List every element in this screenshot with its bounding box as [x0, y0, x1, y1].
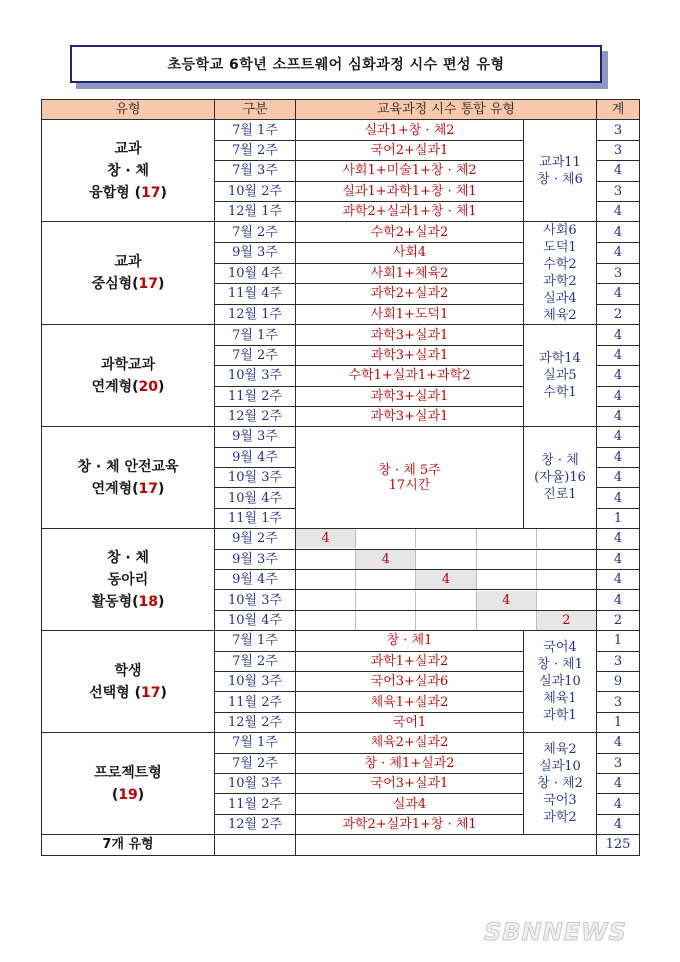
count-cell: 3: [597, 651, 640, 671]
club-subcell: [356, 570, 416, 589]
summary-line: 체육1: [543, 691, 577, 707]
club-subcell: [416, 591, 476, 610]
club-subcell: [477, 611, 537, 630]
club-subcell: [537, 529, 596, 548]
type-name-label: (: [111, 786, 119, 803]
count-cell: 4: [597, 447, 640, 467]
club-grid-row: [296, 550, 596, 569]
week-cell: 11월 2주: [215, 692, 296, 712]
count-cell: 1: [597, 631, 640, 651]
club-grid-row: [296, 611, 596, 630]
count-cell: 1: [597, 508, 640, 528]
plan-cell: 과학1+실과2: [296, 651, 524, 671]
week-cell: 9월 2주: [215, 529, 296, 549]
summary-line: 창 · 체: [541, 453, 579, 469]
week-cell: 7월 1주: [215, 325, 296, 345]
summary-cell: [524, 120, 597, 222]
count-cell: 4: [597, 406, 640, 426]
plan-cell: 과학2+실과1+창 · 체1: [296, 814, 524, 834]
summary-line: 실과5: [543, 368, 577, 384]
count-cell: 2: [597, 610, 640, 630]
summary-line: 과학14: [539, 351, 581, 367]
type-name-line: 창 · 체 안전교육: [77, 458, 179, 475]
summary-line: 창 · 체2: [537, 776, 583, 792]
count-cell: 4: [597, 345, 640, 365]
footer-label: 7개 유형: [42, 835, 215, 855]
count-cell: 4: [597, 284, 640, 305]
type-cell: [42, 529, 215, 631]
summary-line: 국어3: [543, 793, 577, 809]
type-cell: [42, 631, 215, 733]
count-cell: 4: [597, 814, 640, 834]
type-name-close: ): [158, 378, 165, 395]
type-name-close: ): [158, 480, 165, 497]
type-name-line: 교과: [114, 140, 142, 157]
type-hours: 17: [138, 276, 159, 293]
type-name-label: 선택형 (: [89, 684, 141, 701]
type-cell: [42, 427, 215, 529]
week-cell: 10월 4주: [215, 610, 296, 630]
club-subcell: 4: [296, 529, 356, 548]
week-cell: 9월 3주: [215, 242, 296, 263]
type-hours: 17: [140, 184, 161, 201]
club-subcell: 4: [356, 550, 416, 569]
club-subcell: [296, 591, 356, 610]
header-count: 계: [597, 100, 640, 120]
count-cell: 4: [597, 488, 640, 508]
summary-line: 수학2: [543, 257, 577, 273]
plan-cell: 실과1+과학1+창 · 체1: [296, 181, 524, 201]
summary-line: 체육2: [543, 742, 577, 758]
plan-cell: 과학3+실과1: [296, 345, 524, 365]
week-cell: 9월 3주: [215, 549, 296, 569]
type-name-last: [42, 273, 214, 295]
club-subcell: 4: [416, 570, 476, 589]
type-hours: 19: [118, 786, 138, 803]
table-body: [42, 120, 640, 835]
type-name-label: 연계형(: [91, 378, 139, 395]
plan-cell: 과학2+실과2: [296, 284, 524, 305]
type-name-label: 융합형 (: [89, 184, 141, 201]
club-subcell: [356, 611, 416, 630]
type-name-close: ): [160, 684, 167, 701]
week-cell: 7월 2주: [215, 753, 296, 773]
table-row: [42, 733, 640, 753]
type-cell: [42, 325, 215, 427]
count-cell: 3: [597, 263, 640, 284]
club-grid-cell: [296, 529, 597, 549]
plan-cell: 실과1+창 · 체2: [296, 120, 524, 140]
plan-cell: 체육1+실과2: [296, 692, 524, 712]
club-subcell: [537, 570, 596, 589]
plan-cell: 체육2+실과2: [296, 733, 524, 753]
plan-cell: 국어1: [296, 712, 524, 732]
count-cell: 3: [597, 140, 640, 160]
club-subcell: [356, 591, 416, 610]
week-cell: 7월 3주: [215, 161, 296, 181]
summary-line: 실과10: [539, 674, 581, 690]
club-subcell: [537, 550, 596, 569]
club-subcell: [477, 570, 537, 589]
count-cell: 4: [597, 549, 640, 569]
type-hours: 17: [138, 480, 159, 497]
count-cell: 4: [597, 325, 640, 345]
type-hours: 20: [138, 378, 159, 395]
plan-cell: 수학2+실과2: [296, 222, 524, 243]
plan-cell: 사회1+체육2: [296, 263, 524, 284]
count-cell: 4: [597, 773, 640, 793]
type-name-line: 창 · 체: [106, 162, 150, 179]
plan-cell: 창 · 체1+실과2: [296, 753, 524, 773]
summary-line: 도덕1: [543, 240, 577, 256]
type-name-line: 창 · 체: [106, 549, 150, 566]
week-cell: 7월 1주: [215, 733, 296, 753]
count-cell: 4: [597, 161, 640, 181]
count-cell: 3: [597, 120, 640, 140]
footer-empty: [215, 835, 296, 855]
club-grid-cell: [296, 570, 597, 590]
type-name-line: 동아리: [107, 571, 149, 588]
table-row: [42, 222, 640, 243]
count-cell: 4: [597, 201, 640, 221]
count-cell: 4: [597, 386, 640, 406]
title-banner: [70, 45, 608, 89]
week-cell: 12월 2주: [215, 406, 296, 426]
week-cell: 11월 1주: [215, 508, 296, 528]
type-name-label: 중심형(: [91, 276, 139, 293]
club-subcell: [296, 550, 356, 569]
summary-line: 과학2: [543, 274, 577, 290]
week-cell: 10월 4주: [215, 488, 296, 508]
count-cell: 9: [597, 671, 640, 691]
type-name-close: ): [158, 593, 165, 610]
week-cell: 9월 4주: [215, 447, 296, 467]
plan-cell: 사회4: [296, 242, 524, 263]
table-row: [42, 529, 640, 549]
plan-merged-cell: [296, 427, 524, 529]
count-cell: 4: [597, 222, 640, 243]
plan-merged-line: 창 · 체 5주: [378, 462, 441, 478]
count-cell: 3: [597, 692, 640, 712]
week-cell: 12월 2주: [215, 814, 296, 834]
summary-cell: [524, 325, 597, 427]
summary-line: 과학2: [543, 810, 577, 826]
type-name-last: [42, 182, 214, 204]
club-subcell: [477, 550, 537, 569]
summary-line: 사회6: [543, 223, 577, 239]
type-name-last: [42, 682, 214, 704]
club-subcell: [416, 529, 476, 548]
week-cell: 12월 1주: [215, 201, 296, 221]
summary-line: (자율)16: [534, 470, 586, 486]
week-cell: 10월 4주: [215, 263, 296, 284]
footer-total: 125: [597, 835, 640, 855]
table-row: [42, 120, 640, 140]
header-period: 구분: [215, 100, 296, 120]
summary-line: 수학1: [543, 385, 577, 401]
type-name-label: 연계형(: [91, 480, 139, 497]
club-subcell: 2: [537, 611, 596, 630]
week-cell: 11월 4주: [215, 284, 296, 305]
summary-line: 과학1: [543, 708, 577, 724]
week-cell: 7월 2주: [215, 345, 296, 365]
type-name-label: 활동형(: [91, 593, 139, 610]
summary-line: 진로1: [543, 487, 577, 503]
type-name-last: [42, 376, 214, 398]
week-cell: 7월 1주: [215, 631, 296, 651]
summary-line: 국어4: [543, 640, 577, 656]
week-cell: 9월 3주: [215, 427, 296, 447]
summary-cell: [524, 427, 597, 529]
count-cell: 4: [597, 733, 640, 753]
club-subcell: [416, 611, 476, 630]
week-cell: 11월 2주: [215, 794, 296, 814]
type-cell: [42, 120, 215, 222]
week-cell: 12월 1주: [215, 304, 296, 325]
summary-line: 창 · 체1: [537, 657, 583, 673]
count-cell: 4: [597, 242, 640, 263]
count-cell: 2: [597, 304, 640, 325]
week-cell: 7월 2주: [215, 140, 296, 160]
club-subcell: [296, 611, 356, 630]
count-cell: 3: [597, 181, 640, 201]
type-name-line: 과학교과: [100, 356, 156, 373]
club-grid-cell: [296, 590, 597, 610]
week-cell: 10월 2주: [215, 181, 296, 201]
page-title: 초등학교 6학년 소프트웨어 심화과정 시수 편성 유형: [167, 57, 505, 73]
type-name-last: [42, 591, 214, 613]
type-cell: [42, 222, 215, 325]
count-cell: 4: [597, 366, 640, 386]
club-subcell: [296, 570, 356, 589]
week-cell: 7월 2주: [215, 222, 296, 243]
count-cell: 4: [597, 590, 640, 610]
title-box: [70, 45, 602, 83]
count-cell: 4: [597, 570, 640, 590]
plan-cell: 창 · 체1: [296, 631, 524, 651]
club-grid-row: [296, 570, 596, 589]
week-cell: 9월 4주: [215, 570, 296, 590]
club-subcell: [416, 550, 476, 569]
plan-merged-line: 17시간: [388, 477, 431, 493]
header-type: 유형: [42, 100, 215, 120]
week-cell: 10월 3주: [215, 773, 296, 793]
plan-cell: 국어2+실과1: [296, 140, 524, 160]
plan-cell: 사회1+미술1+창 · 체2: [296, 161, 524, 181]
club-grid-cell: [296, 549, 597, 569]
club-subcell: [356, 529, 416, 548]
type-name-last: [42, 478, 214, 500]
table-header-row: [42, 100, 640, 120]
type-name-close: ): [137, 786, 145, 803]
plan-cell: 국어3+실과6: [296, 671, 524, 691]
table-row: [42, 325, 640, 345]
type-name-line: 프로젝트형: [94, 764, 162, 781]
count-cell: 3: [597, 753, 640, 773]
count-cell: 4: [597, 794, 640, 814]
week-cell: 7월 1주: [215, 120, 296, 140]
summary-cell: [524, 733, 597, 835]
club-grid-row: [296, 529, 596, 548]
type-name-last: [42, 784, 214, 806]
header-plan: 교육과정 시수 통합 유형: [296, 100, 597, 120]
week-cell: 10월 3주: [215, 590, 296, 610]
type-name-close: ): [160, 184, 167, 201]
count-cell: 1: [597, 712, 640, 732]
club-grid-row: [296, 591, 596, 610]
watermark: SBNNEWS: [484, 918, 627, 946]
summary-line: 실과4: [543, 291, 577, 307]
club-subcell: [537, 591, 596, 610]
plan-cell: 과학3+실과1: [296, 325, 524, 345]
summary-line: 창 · 체6: [537, 171, 583, 187]
count-cell: 4: [597, 468, 640, 488]
plan-cell: 과학2+실과1+창 · 체1: [296, 201, 524, 221]
type-name-close: ): [158, 276, 165, 293]
type-name-line: 학생: [114, 662, 142, 679]
club-subcell: [477, 529, 537, 548]
summary-cell: [524, 222, 597, 325]
footer-empty-plan: [296, 835, 597, 855]
week-cell: 11월 2주: [215, 386, 296, 406]
summary-line: 체육2: [543, 308, 577, 324]
type-hours: 17: [140, 684, 161, 701]
plan-cell: 과학3+실과1: [296, 386, 524, 406]
plan-cell: 수학1+실과1+과학2: [296, 366, 524, 386]
table-row: [42, 427, 640, 447]
club-grid-cell: [296, 610, 597, 630]
table-footer-row: [42, 835, 640, 855]
type-cell: [42, 733, 215, 835]
type-hours: 18: [138, 593, 159, 610]
count-cell: 4: [597, 427, 640, 447]
week-cell: 12월 2주: [215, 712, 296, 732]
summary-line: 실과10: [539, 759, 581, 775]
week-cell: 7월 2주: [215, 651, 296, 671]
summary-cell: [524, 631, 597, 733]
week-cell: 10월 3주: [215, 671, 296, 691]
club-subcell: 4: [477, 591, 537, 610]
plan-cell: 사회1+도덕1: [296, 304, 524, 325]
table-row: [42, 631, 640, 651]
plan-cell: 과학3+실과1: [296, 406, 524, 426]
week-cell: 10월 3주: [215, 366, 296, 386]
curriculum-table: [41, 99, 640, 856]
plan-cell: 실과4: [296, 794, 524, 814]
count-cell: 4: [597, 529, 640, 549]
type-name-line: 교과: [114, 254, 142, 271]
week-cell: 10월 3주: [215, 468, 296, 488]
summary-line: 교과11: [539, 154, 581, 170]
plan-cell: 국어3+실과1: [296, 773, 524, 793]
